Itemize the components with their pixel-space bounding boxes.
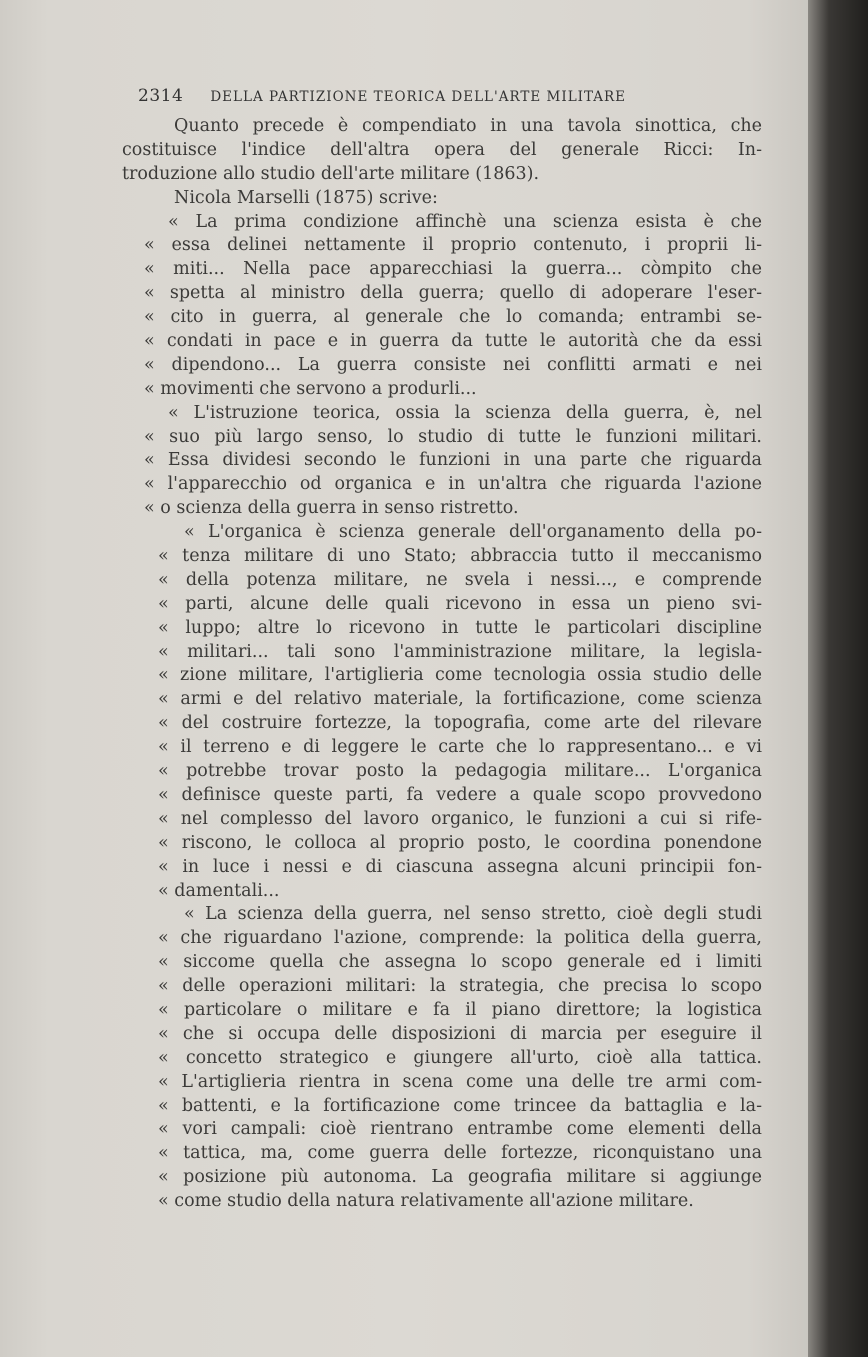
body-text xyxy=(122,115,762,1214)
running-head xyxy=(138,86,758,110)
text-line: « siccome quella che assegna lo scopo generale ed i limiti xyxy=(158,952,762,973)
text-line: « spetta al ministro della guerra; quello di adoperare l'eser- xyxy=(144,283,762,304)
text-line: « l'apparecchio od organica e in un'altra che riguarda l'azione xyxy=(144,474,762,495)
text-line: « militari... tali sono l'amministrazione militare, la legisla- xyxy=(158,641,762,662)
text-line: « tenza militare di uno Stato; abbraccia tutto il meccanismo xyxy=(158,546,762,567)
text-line: « suo più largo senso, lo studio di tutte le funzioni militari. xyxy=(144,426,762,447)
text-line: « damentali... xyxy=(158,880,280,901)
text-line: « Essa dividesi secondo le funzioni in una parte che riguarda xyxy=(144,450,762,471)
text-line: « battenti, e la fortificazione come trincee da battaglia e la- xyxy=(158,1095,762,1116)
text-line: « L'artiglieria rientra in scena come una delle tre armi com- xyxy=(158,1071,762,1092)
text-line: « potrebbe trovar posto la pedagogia militare... L'organica xyxy=(158,761,762,782)
text-line: « della potenza militare, ne svela i nessi..., e comprende xyxy=(158,569,762,590)
text-line: « del costruire fortezze, la topografia, come arte del rilevare xyxy=(158,713,762,734)
text-line: « L'istruzione teorica, ossia la scienza della guerra, è, nel xyxy=(168,402,762,423)
text-line: « dipendono... La guerra consiste nei conflitti armati e nei xyxy=(144,354,762,375)
text-line: « particolare o militare e fa il piano direttore; la logistica xyxy=(158,999,762,1020)
text-line: « o scienza della guerra in senso ristretto. xyxy=(144,498,519,519)
page-edge-shadow xyxy=(808,0,868,1357)
text-line: « tattica, ma, come guerra delle fortezze, riconquistano una xyxy=(158,1143,762,1164)
text-line: troduzione allo studio dell'arte militare (1863). xyxy=(122,163,540,184)
text-line: « miti... Nella pace apparecchiasi la guerra... còmpito che xyxy=(144,259,762,280)
text-line: « armi e del relativo materiale, la fortificazione, come scienza xyxy=(158,689,762,710)
text-line: « in luce i nessi e di ciascuna assegna alcuni principii fon- xyxy=(158,856,762,877)
text-line: « concetto strategico e giungere all'urto, cioè alla tattica. xyxy=(158,1047,762,1068)
text-line: « nel complesso del lavoro organico, le funzioni a cui si rife- xyxy=(158,808,762,829)
text-line: « luppo; altre lo ricevono in tutte le particolari discipline xyxy=(158,617,762,638)
text-line: Nicola Marselli (1875) scrive: xyxy=(174,187,438,208)
text-line: « L'organica è scienza generale dell'organamento della po- xyxy=(184,522,762,543)
text-line: « che riguardano l'azione, comprende: la politica della guerra, xyxy=(158,928,762,949)
text-line: « che si occupa delle disposizioni di marcia per eseguire il xyxy=(158,1023,762,1044)
text-line: « riscono, le colloca al proprio posto, le coordina ponendone xyxy=(158,832,762,853)
running-title: DELLA PARTIZIONE TEORICA DELL'ARTE MILITARE xyxy=(210,89,627,105)
text-line: « essa delinei nettamente il proprio contenuto, i proprii li- xyxy=(144,235,762,256)
text-line: « vori campali: cioè rientrano entrambe come elementi della xyxy=(158,1119,762,1140)
text-line: « delle operazioni militari: la strategia, che precisa lo scopo xyxy=(158,976,762,997)
text-line: « il terreno e di leggere le carte che lo rappresentano... e vi xyxy=(158,737,762,758)
text-line: « cito in guerra, al generale che lo comanda; entrambi se- xyxy=(144,307,762,328)
text-line: « parti, alcune delle quali ricevono in essa un pieno svi- xyxy=(158,593,762,614)
text-line: « La prima condizione affinchè una scienza esista è che xyxy=(168,211,762,232)
text-line: « zione militare, l'artiglieria come tecnologia ossia studio delle xyxy=(158,665,762,686)
text-line: « condati in pace e in guerra da tutte le autorità che da essi xyxy=(144,331,762,352)
text-line: « movimenti che servono a produrli... xyxy=(144,378,477,399)
text-line: « La scienza della guerra, nel senso stretto, cioè degli studi xyxy=(184,904,762,925)
text-line: costituisce l'indice dell'altra opera del generale Ricci: In- xyxy=(122,139,762,160)
text-line: « posizione più autonoma. La geografia militare si aggiunge xyxy=(158,1167,762,1188)
page-number: 2314 xyxy=(138,86,184,106)
text-line: « come studio della natura relativamente all'azione militare. xyxy=(158,1191,694,1212)
text-line: « definisce queste parti, fa vedere a quale scopo provvedono xyxy=(158,784,762,805)
text-line: Quanto precede è compendiato in una tavola sinottica, che xyxy=(174,116,762,136)
